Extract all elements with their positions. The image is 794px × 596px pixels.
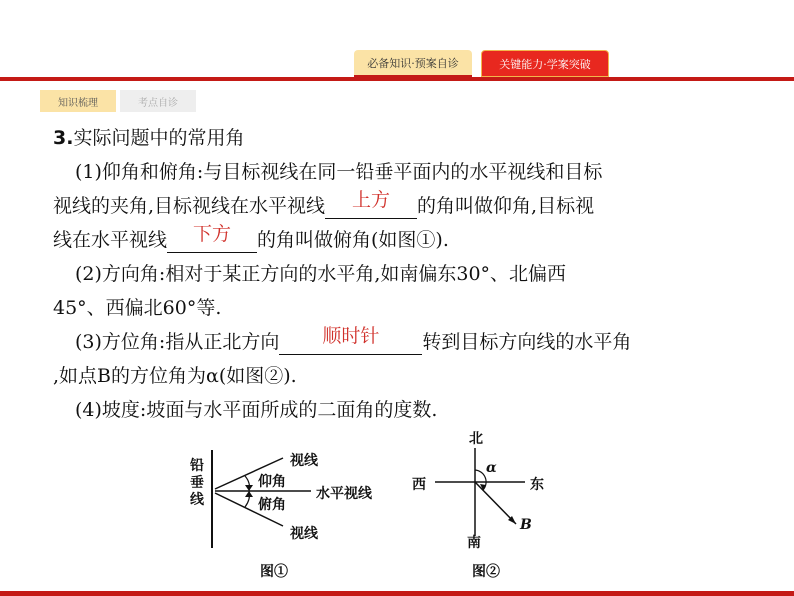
west-label: 西 xyxy=(412,477,426,493)
bearing-line xyxy=(475,482,516,524)
vertical-char-1: 铅 xyxy=(190,458,204,474)
p3-line1 xyxy=(75,325,631,359)
p2-line2: 45°、西偏北60°等. xyxy=(53,297,222,319)
alpha-label: α xyxy=(486,460,497,476)
sight-label-top: 视线 xyxy=(290,453,318,469)
section-heading xyxy=(53,121,244,155)
p1-line1: (1)仰角和俯角:与目标视线在同一铅垂平面内的水平视线和目标 xyxy=(75,161,603,183)
answer-below: 下方 xyxy=(193,223,232,245)
figure2-caption: 图② xyxy=(472,564,500,580)
p1-text-d: 的角叫做俯角(如图①). xyxy=(257,229,449,251)
tab-prep-diagnosis[interactable]: 必备知识·预案自诊 xyxy=(354,50,472,77)
south-label: 南 xyxy=(467,535,481,551)
depression-label: 俯角 xyxy=(258,497,286,513)
east-label: 东 xyxy=(530,477,544,493)
answer-clockwise: 顺时针 xyxy=(322,325,380,347)
p3-line2: ,如点B的方位角为α(如图②). xyxy=(53,365,297,387)
p3-text-a: (3)方位角:指从正北方向 xyxy=(75,331,280,353)
heading-text: 实际问题中的常用角 xyxy=(73,127,245,149)
p1-text-b: 的角叫做仰角,目标视 xyxy=(417,195,595,217)
p4-line: (4)坡度:坡面与水平面所成的二面角的度数. xyxy=(75,399,438,421)
header-divider xyxy=(0,77,794,81)
p1-line2 xyxy=(53,189,594,223)
p3-text-b: 转到目标方向线的水平角 xyxy=(422,331,632,353)
north-label: 北 xyxy=(469,431,483,447)
elevation-label: 仰角 xyxy=(258,474,286,490)
horizontal-label: 水平视线 xyxy=(316,486,372,502)
answer-blank-above xyxy=(325,189,417,219)
vertical-label xyxy=(190,458,208,509)
p2-line1: (2)方向角:相对于某正方向的水平角,如南偏东30°、北偏西 xyxy=(75,263,567,285)
p1-text-c: 线在水平视线 xyxy=(53,229,168,251)
p1-text-a: 视线的夹角,目标视线在水平视线 xyxy=(53,195,326,217)
subtab-self-diagnosis[interactable]: 考点自诊 xyxy=(120,90,196,112)
footer-bar xyxy=(0,591,794,596)
elevation-arrow xyxy=(245,485,253,491)
p1-line3 xyxy=(53,223,449,257)
sight-label-bottom: 视线 xyxy=(290,526,318,542)
tab-key-abilities[interactable]: 关键能力·学案突破 xyxy=(481,50,609,77)
heading-number: 3. xyxy=(53,127,74,149)
figure1-caption: 图① xyxy=(260,564,288,580)
point-b-label: B xyxy=(520,517,532,533)
answer-above: 上方 xyxy=(352,189,391,211)
subtab-knowledge-review[interactable]: 知识梳理 xyxy=(40,90,116,112)
vertical-char-3: 线 xyxy=(190,492,204,508)
answer-blank-clockwise xyxy=(279,325,422,355)
vertical-char-2: 垂 xyxy=(190,475,204,491)
answer-blank-below xyxy=(167,223,257,253)
depression-arrow xyxy=(245,491,253,497)
